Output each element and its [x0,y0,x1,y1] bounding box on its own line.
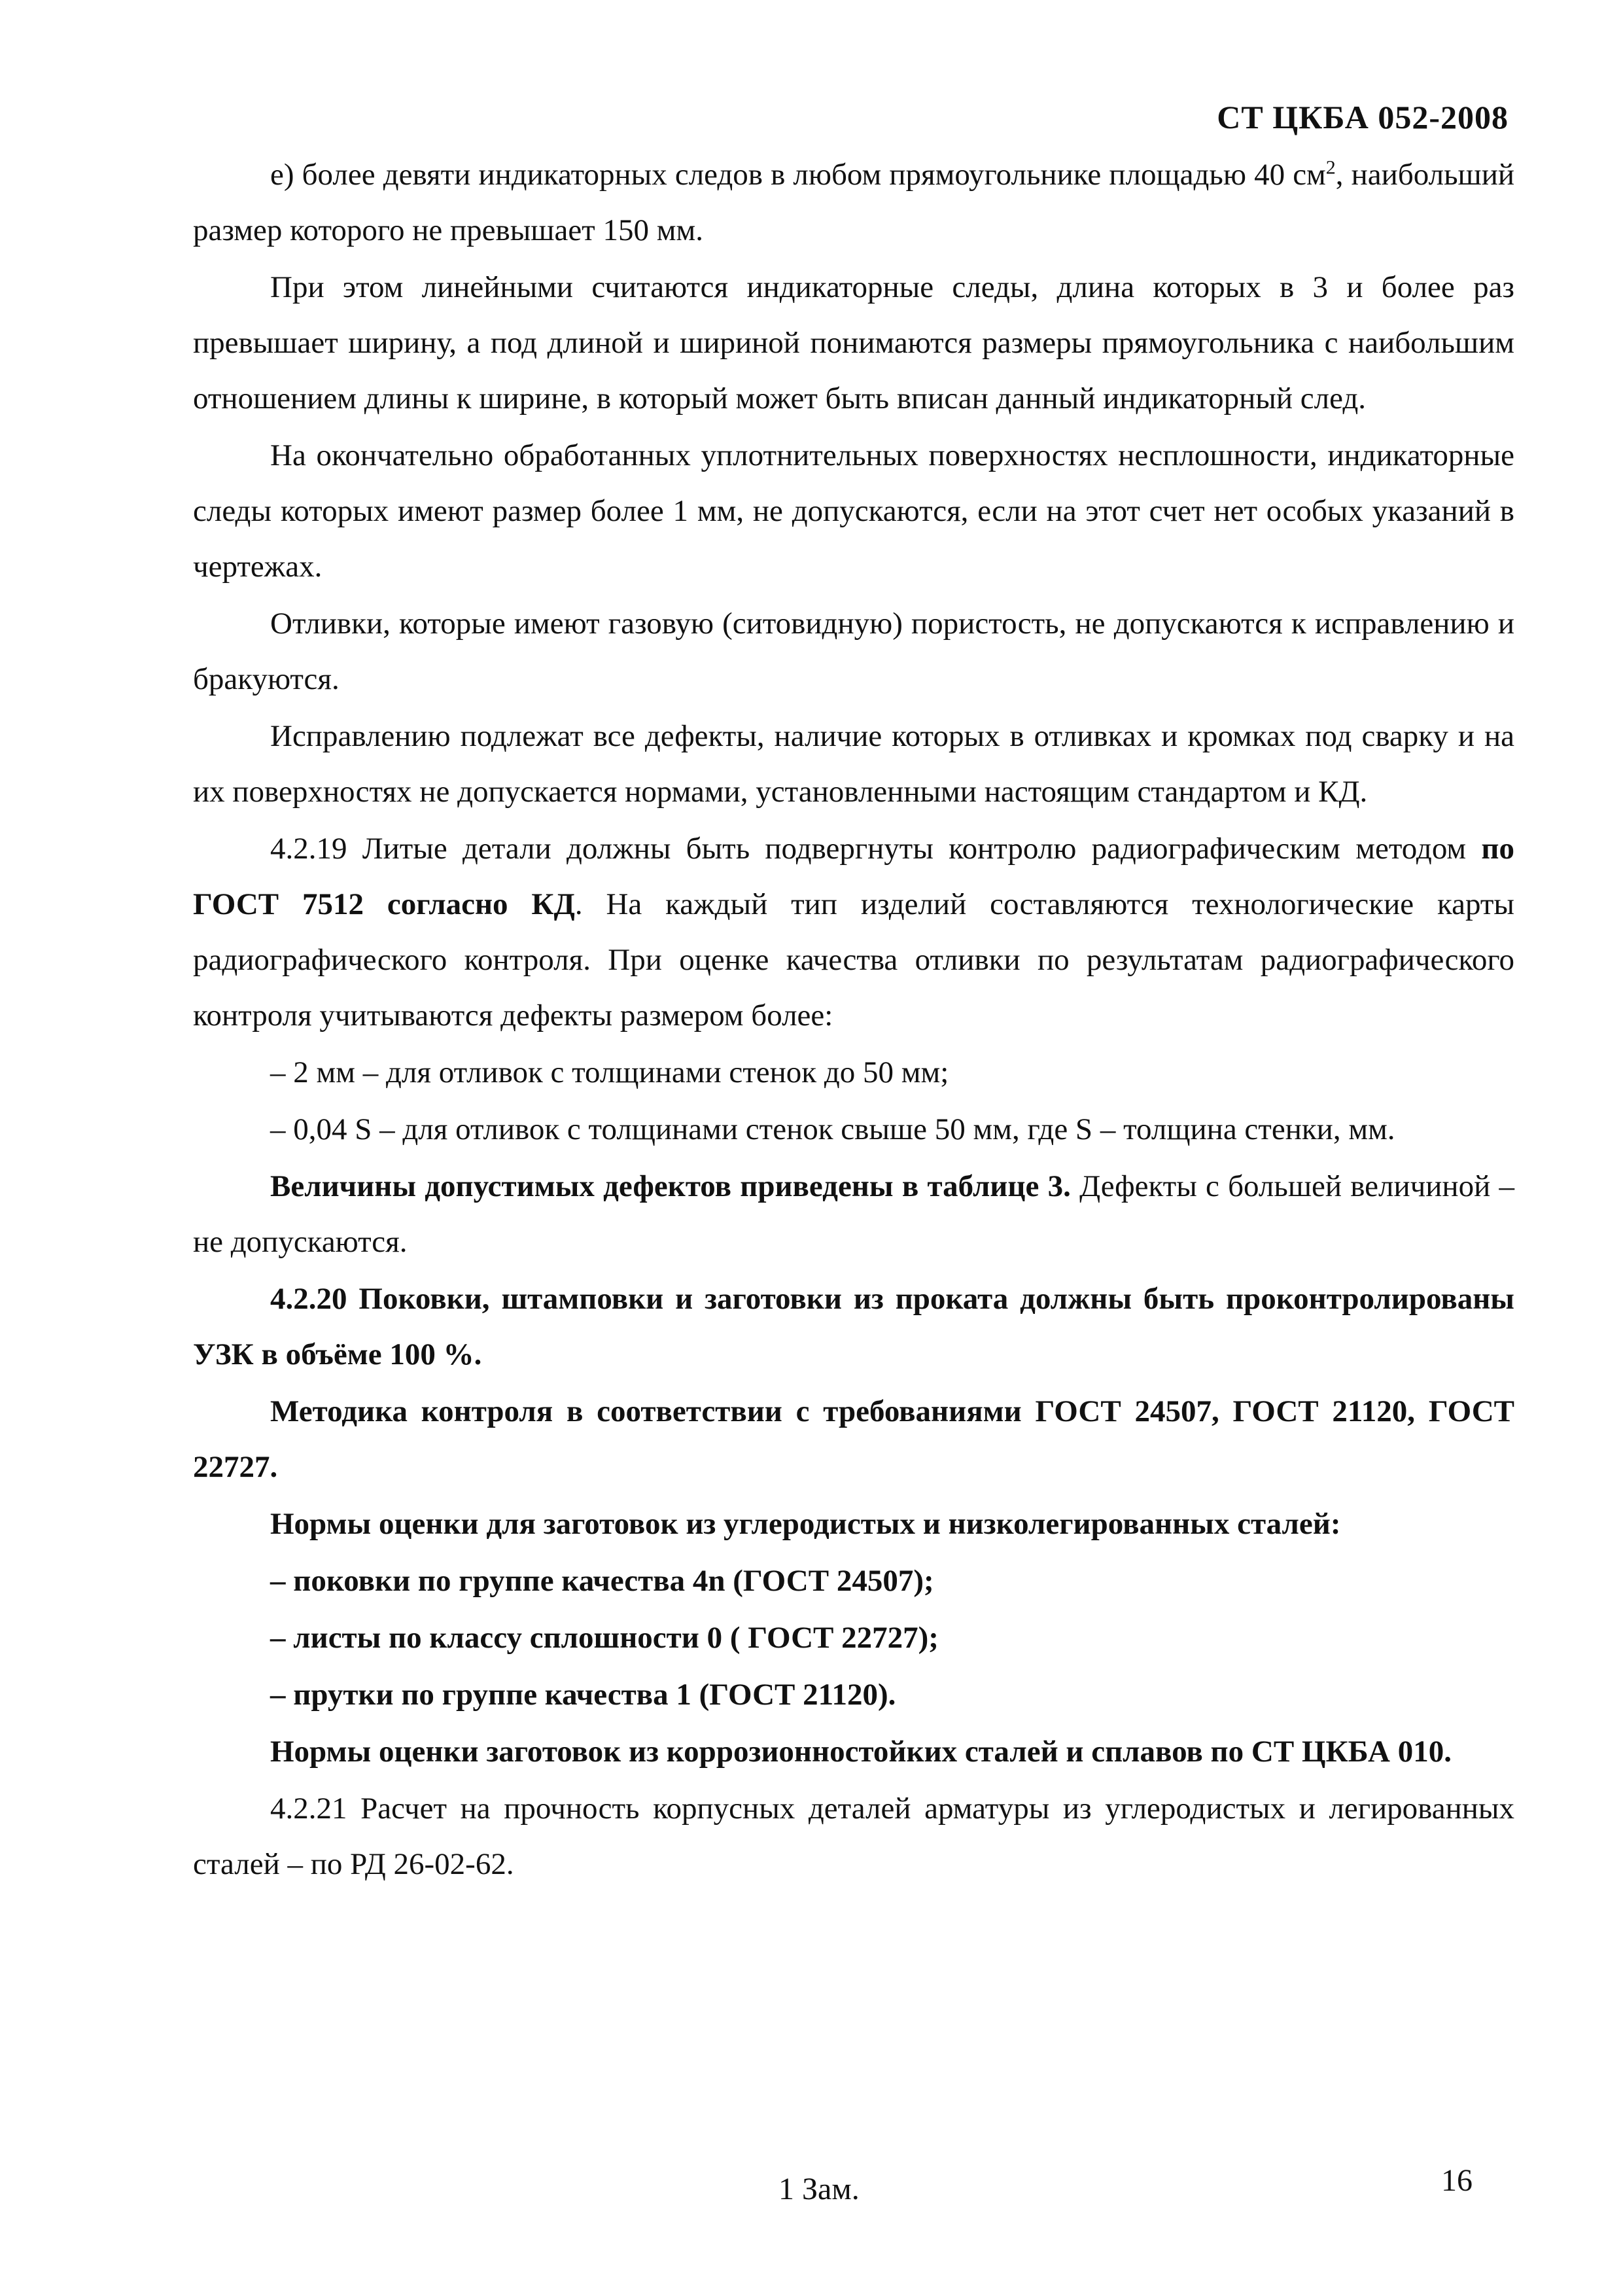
paragraph-table-3-ref: Величины допустимых дефектов приведены в таблице 3. Дефекты с большей величиной – не допускаются. [193,1169,1514,1259]
superscript-2: 2 [1325,156,1336,179]
list-item-sheets: – листы по классу сплошности 0 ( ГОСТ 22727); [270,1621,939,1655]
paragraph-4-2-21: 4.2.21 Расчет на прочность корпусных деталей арматуры из углеродистых и легированных сталей – по РД 26-02-62. [193,1792,1514,1881]
paragraph-4-2-19: 4.2.19 Литые детали должны быть подвергнуты контролю радиографическим методом по ГОСТ 7512 согласно КД. На каждый тип изделий составляются технологические карты радиографического контроля. При оценке качества отливки по результатам радиографического контроля учитываются дефекты размером более: [193,832,1514,1033]
paragraph-norms-stainless: Нормы оценки заготовок из коррозионностойких сталей и сплавов по СТ ЦКБА 010. [270,1735,1452,1769]
paragraph-indicator-traces: е) более девяти индикаторных следов в любом прямоугольнике площадью 40 $см^2$, наибольший размер которого не превышает 150 мм. [193,156,1514,247]
document-body [193,147,1514,1894]
paragraph-4-2-20: 4.2.20 Поковки, штамповки и заготовки из проката должны быть проконтролированы УЗК в объёме 100 %. [193,1282,1514,1371]
change-note: 1 Зам. [778,2172,860,2206]
paragraph-sealing-surfaces: На окончательно обработанных уплотнительных поверхностях несплошности, индикаторные следы которых имеют размер более 1 мм, не допускаются, если на этот счет нет особых указаний в чертежах. [193,438,1514,584]
list-item-2mm: – 2 мм – для отливок с толщинами стенок до 50 мм; [270,1055,949,1089]
paragraph-correction: Исправлению подлежат все дефекты, наличие которых в отливках и кромках под сварку и на их поверхностях не допускается нормами, установленными настоящим стандартом и КД. [193,719,1514,809]
paragraph-porosity: Отливки, которые имеют газовую (ситовидную) пористость, не допускаются к исправлению и бракуются. [193,607,1514,696]
list-item-bars: – прутки по группе качества 1 (ГОСТ 21120). [270,1678,896,1712]
paragraph-method: Методика контроля в соответствии с требованиями ГОСТ 24507, ГОСТ 21120, ГОСТ 22727. [193,1394,1514,1484]
page-number: 16 [1441,2163,1473,2198]
paragraph-norms-carbon: Нормы оценки для заготовок из углеродистых и низколегированных сталей: [270,1507,1341,1541]
list-item-0-04s: – 0,04 S – для отливок с толщинами стенок свыше 50 мм, где S – толщина стенки, мм. [270,1112,1395,1146]
list-item-forgings: – поковки по группе качества 4n (ГОСТ 24507); [270,1564,934,1598]
paragraph-linear-traces: При этом линейными считаются индикаторные следы, длина которых в 3 и более раз превышает ширину, а под длиной и шириной понимаются размеры прямоугольника с наибольшим отношением длины к ширине, в который может быть вписан данный индикаторный след. [193,270,1514,415]
document-code: СТ ЦКБА 052-2008 [1217,99,1509,135]
